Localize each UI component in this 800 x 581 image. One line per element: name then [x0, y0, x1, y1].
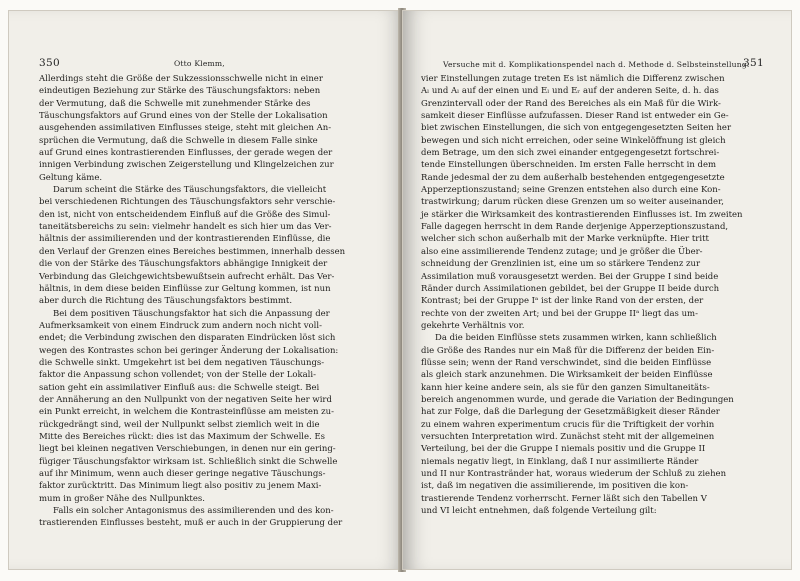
- text-line: samkeit dieser Einflüsse aufzufassen. Dieser Rand ist entweder ein Ge-: [421, 111, 729, 122]
- text-line: der Vermutung, daß die Schwelle mit zunehmender Stärke des: [39, 98, 311, 109]
- text-line: faktor die Anpassung schon vollendet; von der Stelle der Lokali-: [39, 370, 316, 381]
- text-line: taneitätsbereichs zu sein: vielmehr handelt es sich hier um das Ver-: [39, 222, 332, 233]
- text-line: Ränder durch Assimilationen gebildet, bei der Gruppe II beide durch: [421, 283, 720, 294]
- left-page: [8, 10, 406, 570]
- right-running-head: Versuche mit d. Komplikationspendel nach d. Methode d. Selbsteinstellung.: [443, 60, 750, 69]
- text-line: den ist, nicht von entscheidendem Einfluß auf die Größe des Simul-: [39, 209, 331, 220]
- text-line: trastwirkung; darum rücken diese Grenzen um so weiter auseinander,: [421, 197, 724, 208]
- text-line: Apperzeptionszustand; seine Grenzen entstehen also durch eine Kon-: [421, 185, 721, 196]
- text-line: die von der Stärke des Täuschungsfaktors abhängige Innigkeit der: [39, 259, 328, 270]
- text-line: wegen des Kontrastes schon bei geringer Änderung der Lokalisation:: [39, 345, 339, 356]
- text-line: liegt bei kleinen negativen Verschiebungen, in denen nur ein gering-: [39, 444, 336, 455]
- text-line: gekehrte Verhältnis vor.: [421, 320, 525, 331]
- text-line: schneidung der Grenzlinien ist, eine um so stärkere Tendenz zur: [421, 259, 701, 270]
- text-line: Rande jedesmal der zu dem außerhalb bestehenden entgegengesetzte: [421, 172, 725, 183]
- text-line: der Annäherung an den Nullpunkt von der negativen Seite her wird: [39, 394, 332, 405]
- text-line: die Schwelle sinkt. Umgekehrt ist bei dem negativen Täuschungs-: [39, 357, 325, 368]
- text-line: mum in großer Nähe des Nullpunktes.: [39, 493, 205, 504]
- text-line: Aufmerksamkeit von einem Eindruck zum andern noch nicht voll-: [39, 320, 322, 331]
- text-line: Assimilation muß vorausgesetzt werden. Bei der Gruppe I sind beide: [421, 271, 719, 282]
- left-body-text: [39, 73, 345, 530]
- text-line: ist, daß im negativen die assimilierende, im positiven die kon-: [421, 481, 689, 492]
- text-line: ein Punkt erreicht, in welchem die Kontrasteinflüsse am meisten zu-: [39, 407, 334, 418]
- text-line: innigen Verbindung zwischen Zeigerstellung und Klingelzeichen zur: [39, 160, 334, 171]
- text-line: vier Einstellungen zutage treten Es ist nämlich die Differenz zwischen: [421, 74, 725, 84]
- text-line: tende Einstellungen überschneiden. Im ersten Falle herrscht in dem: [421, 160, 717, 171]
- right-page: [402, 10, 792, 570]
- text-line: als gleich stark anzunehmen. Die Wirksamkeit der beiden Einflüsse: [421, 370, 713, 381]
- text-line: sprüchen die Vermutung, daß die Schwelle in diesem Falle sinke: [39, 135, 318, 146]
- text-line: Verteilung, bei der die Gruppe I niemals positiv und die Gruppe II: [421, 444, 706, 455]
- text-line: die Größe des Randes nur ein Maß für die Differenz der beiden Ein-: [421, 345, 715, 356]
- text-line: fügiger Täuschungsfaktor wirksam ist. Schließlich sinkt die Schwelle: [39, 456, 338, 467]
- text-line: Bei dem positiven Täuschungsfaktor hat sich die Anpassung der: [53, 308, 330, 319]
- text-line: je stärker die Wirksamkeit des kontrastierenden Einflusses ist. Im zweiten: [421, 209, 743, 220]
- text-line: Da die beiden Einflüsse stets zusammen wirken, kann schließlich: [435, 333, 717, 344]
- text-line: Allerdings steht die Größe der Sukzessionsschwelle nicht in einer: [39, 74, 323, 84]
- text-line: welcher sich schon außerhalb mit der Marke verknüpfte. Hier tritt: [421, 234, 709, 245]
- text-line: ausgehenden assimilativen Einflusses steige, steht mit gleichen An-: [39, 123, 332, 134]
- text-line: dem Betrage, um den sich zwei einander entgegengesetzt fortschrei-: [421, 148, 720, 159]
- text-line: biet zwischen Einstellungen, die sich von entgegengesetzten Seiten her: [421, 123, 732, 134]
- text-line: Täuschungsfaktors auf Grund eines von der Stelle der Lokalisation: [39, 111, 328, 122]
- right-page-number: 351: [743, 57, 764, 69]
- right-body-text: [421, 73, 743, 517]
- text-line: Falle dagegen herrscht in dem Rande derjenige Apperzeptionszustand,: [421, 222, 729, 233]
- text-line: bereich angenommen wurde, und gerade die Variation der Bedingungen: [421, 394, 734, 405]
- text-line: den Verlauf der Grenzen eines Bereiches bestimmen, innerhalb dessen: [39, 246, 346, 257]
- text-line: und VI leicht entnehmen, daß folgende Verteilung gilt:: [421, 506, 657, 517]
- text-line: trastierenden Einflusses besteht, muß er auch in der Gruppierung der: [39, 518, 343, 529]
- left-page-number: 350: [39, 57, 60, 69]
- text-line: hältnis der assimilierenden und der kontrastierenden Einflüsse, die: [39, 234, 331, 245]
- text-line: und II nur Kontrastränder hat, woraus wiederum der Schluß zu ziehen: [421, 469, 727, 479]
- text-line: Verbindung das Gleichgewichtsbewußtsein aufrecht erhält. Das Ver-: [39, 271, 335, 282]
- text-line: versuchten Interpretation wird. Zunächst steht mit der allgemeinen: [421, 431, 715, 442]
- text-line: aber durch die Richtung des Täuschungsfaktors bestimmt.: [39, 296, 293, 307]
- text-line: Aₗ und Aₗ auf der einen und Eₗ und Eᵣ auf der anderen Seite, d. h. das: [421, 86, 719, 97]
- text-line: Grenzintervall oder der Rand des Bereiches als ein Maß für die Wirk-: [421, 98, 721, 109]
- text-line: auf Grund eines kontrastierenden Einflusses, der gerade wegen der: [39, 148, 333, 159]
- text-line: bewegen und sich nicht erreichen, oder seine Winkelöffnung ist gleich: [421, 135, 726, 146]
- text-line: hältnis, in dem diese beiden Einflüsse zur Geltung kommen, ist nun: [39, 283, 331, 294]
- text-line: Geltung käme.: [39, 172, 103, 183]
- text-line: niemals negativ liegt, in Einklang, daß I nur assimilierte Ränder: [421, 456, 699, 467]
- left-running-head: Otto Klemm,: [174, 59, 225, 68]
- text-line: faktor zurücktritt. Das Minimum liegt also positiv zu jenem Maxi-: [39, 481, 322, 492]
- text-line: Mitte des Bereiches rückt: dies ist das Maximum der Schwelle. Es: [39, 431, 326, 442]
- text-line: eindeutigen Beziehung zur Stärke des Täuschungsfaktors: neben: [39, 86, 321, 97]
- text-line: kann hier keine andere sein, als sie für den ganzen Simultaneitäts-: [421, 382, 710, 393]
- text-line: Falls ein solcher Antagonismus des assimilierenden und des kon-: [53, 506, 334, 517]
- text-line: Kontrast; bei der Gruppe Iᵃ ist der linke Rand von der ersten, der: [421, 296, 704, 307]
- text-line: bei verschiedenen Richtungen des Täuschungsfaktors sehr verschie-: [39, 197, 336, 208]
- text-line: rechte von der zweiten Art; und bei der Gruppe IIᵃ liegt das um-: [421, 308, 698, 319]
- text-line: rückgedrängt sind, weil der Nullpunkt selbst ziemlich weit in die: [39, 419, 320, 430]
- text-line: Darum scheint die Stärke des Täuschungsfaktors, die vielleicht: [53, 185, 327, 196]
- text-line: flüsse sein; wenn der Rand verschwindet, sind die beiden Einflüsse: [421, 357, 712, 368]
- text-line: sation geht ein assimilativer Einfluß aus: die Schwelle steigt. Bei: [39, 382, 320, 393]
- text-line: endet; die Verbindung zwischen den disparaten Eindrücken löst sich: [39, 333, 336, 344]
- text-line: also eine assimilierende Tendenz zutage; und je größer die Über-: [421, 246, 703, 257]
- text-line: auf ihr Minimum, wenn auch dieser geringe negative Täuschungs-: [39, 469, 326, 479]
- text-line: hat zur Folge, daß die Darlegung der Gesetzmäßigkeit dieser Ränder: [421, 407, 720, 418]
- text-line: zu einem wahren experimentum crucis für die Triftigkeit der vorhin: [421, 419, 715, 430]
- text-line: trastierende Tendenz vorherrscht. Ferner läßt sich den Tabellen V: [421, 493, 707, 504]
